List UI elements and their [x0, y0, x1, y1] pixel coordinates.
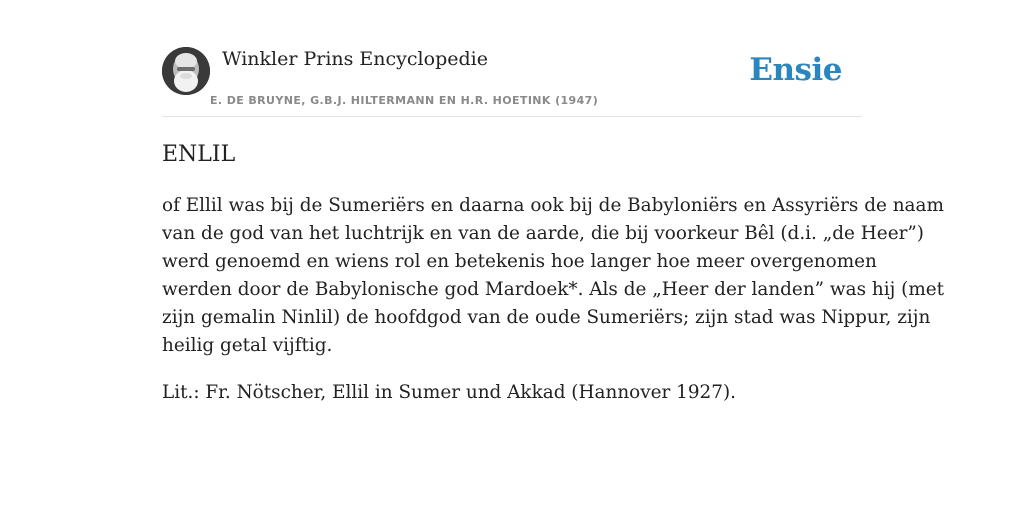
source-title[interactable]: Winkler Prins Encyclopedie — [222, 48, 488, 70]
author-avatar[interactable] — [162, 47, 210, 95]
article-title: ENLIL — [162, 142, 236, 167]
body-line: werden door de Babylonische god Mardoek*. Als de „Heer der landen” was hij (met — [162, 279, 945, 300]
literature-reference: Lit.: Fr. Nötscher, Ellil in Sumer und Akkad (Hannover 1927). — [162, 382, 736, 403]
article-body — [162, 192, 945, 426]
article-paragraph — [162, 192, 945, 360]
portrait-icon — [162, 47, 210, 95]
body-line: of Ellil was bij de Sumeriërs en daarna ook bij de Babyloniërs en Assyriërs de naam — [162, 195, 944, 216]
source-header — [162, 44, 862, 117]
ensie-logo[interactable]: Ensie — [749, 52, 842, 88]
body-line: heilig getal vijftig. — [162, 335, 333, 356]
body-line: van de god van het luchtrijk en van de aarde, die bij voorkeur Bêl (d.i. „de Heer”) — [162, 223, 924, 244]
body-line: werd genoemd en wiens rol en betekenis hoe langer hoe meer overgenomen — [162, 251, 877, 272]
source-authors: E. DE BRUYNE, G.B.J. HILTERMANN EN H.R. HOETINK (1947) — [210, 94, 599, 107]
body-line: zijn gemalin Ninlil) de hoofdgod van de oude Sumeriërs; zijn stad was Nippur, zijn — [162, 307, 931, 328]
